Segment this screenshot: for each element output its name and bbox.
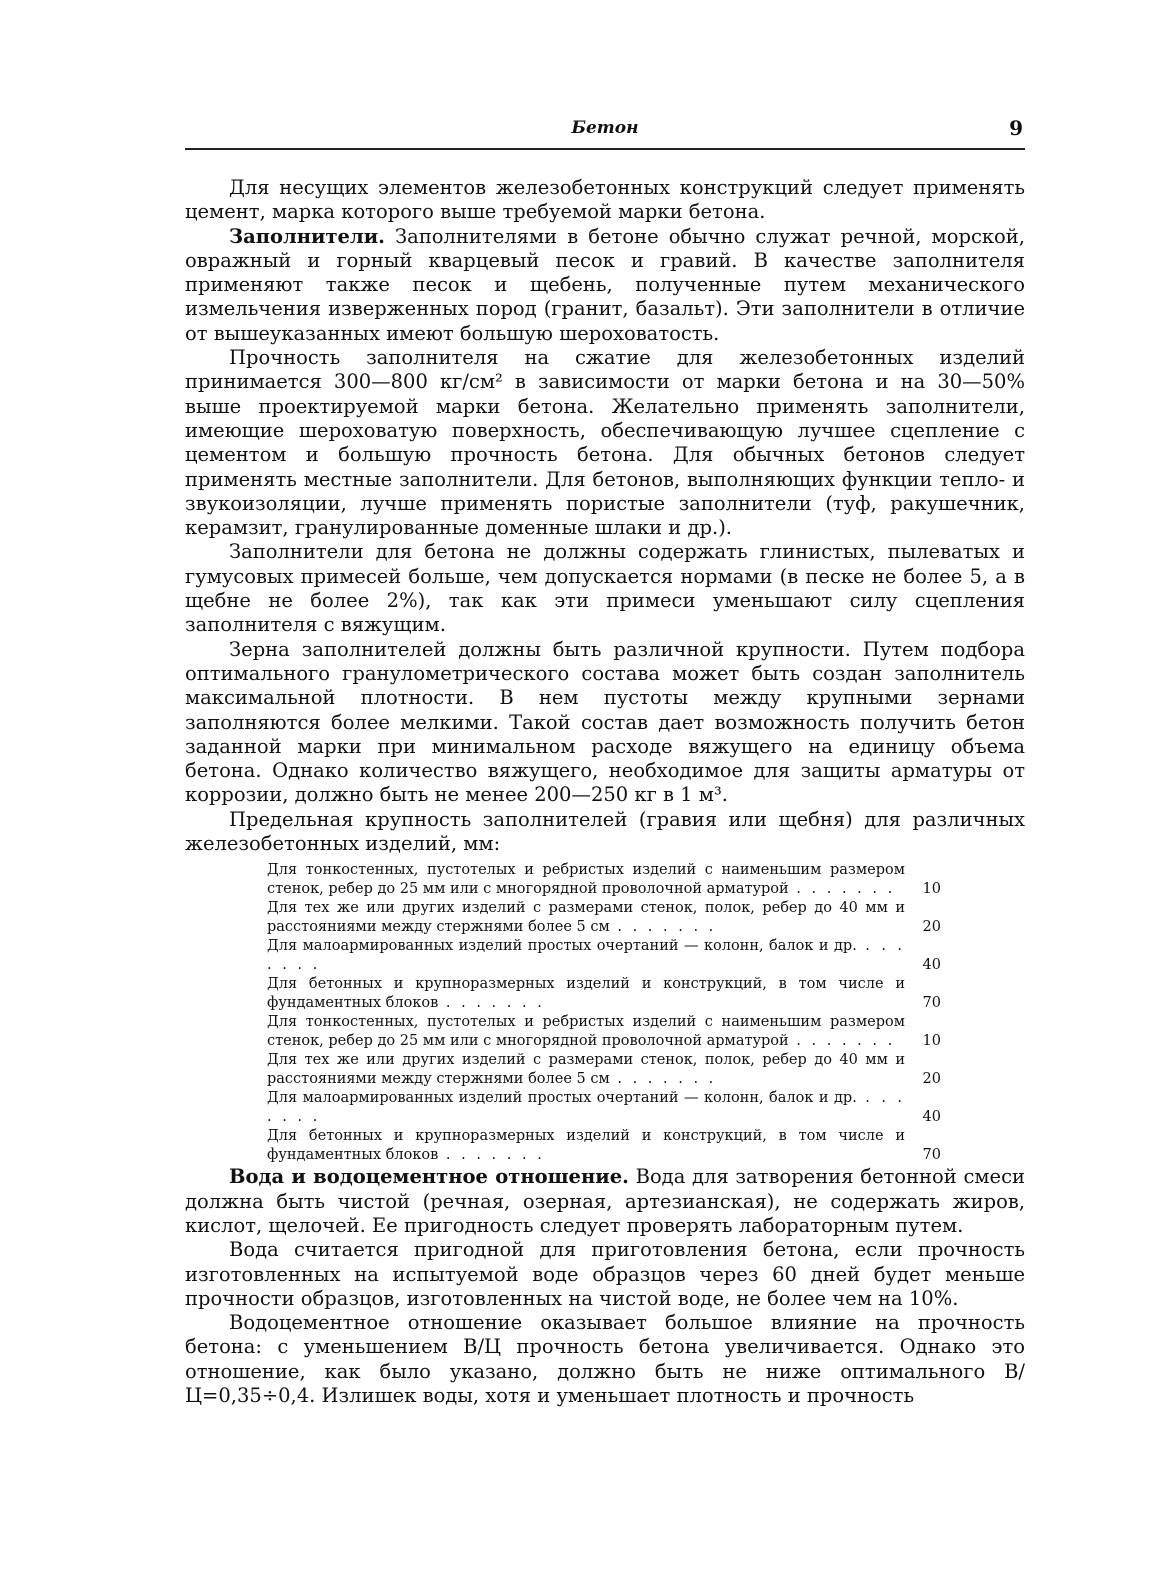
table-cell-description: Для тех же или других изделий с размерами стенок, полок, ребер до 40 мм и расстояниями между стержнями более 5 см . . . . . . . — [267, 1052, 905, 1088]
paragraph-text: Вода для затворения бетонной смеси должна быть чистой (речная, озерная, артезианская), не содержать жиров, кислот, щелочей. Ее пригодность следует проверять лабораторным путем. — [185, 1165, 1026, 1237]
table-cell-max-size: 10 — [922, 1033, 941, 1050]
body-text — [185, 176, 1025, 1408]
leader-dots: . . . . . . . — [438, 995, 545, 1012]
table-row — [267, 1051, 943, 1089]
paragraph — [185, 1165, 1025, 1238]
table-cell-max-size: 20 — [922, 1071, 941, 1088]
aggregate-size-table — [267, 861, 943, 1165]
table-cell-max-size: 70 — [922, 1147, 941, 1164]
table-row — [267, 937, 943, 975]
table-row — [267, 1127, 943, 1165]
table-cell-max-size: 40 — [922, 1109, 941, 1126]
leader-dots: . . . . . . . — [267, 938, 906, 974]
table-cell-description: Для тонкостенных, пустотелых и ребристых изделий с наименьшим размером стенок, ребер до 25 мм или с многорядной проволочной арматурой . . . . . . . — [267, 1014, 905, 1050]
paragraph — [185, 225, 1025, 346]
table-cell-description: Для бетонных и крупноразмерных изделий и конструкций, в том числе и фундаментных блоков . . . . . . . — [267, 976, 905, 1012]
paragraph: Для несущих элементов железобетонных конструкций следует применять цемент, марка которого выше требуемой марки бетона. — [185, 176, 1025, 224]
paragraph: Предельная крупность заполнителей (гравия или щебня) для различных железобетонных изделий, мм: — [185, 807, 1025, 856]
page — [185, 112, 1025, 1408]
table-cell-description: Для тех же или других изделий с размерами стенок, полок, ребер до 40 мм и расстояниями между стержнями более 5 см . . . . . . . — [267, 900, 905, 936]
table-cell-description: Для малоармированных изделий простых очертаний — колонн, балок и др. . . . . . . . — [267, 938, 906, 974]
table-cell-max-size: 70 — [922, 995, 941, 1012]
table-cell-description: Для малоармированных изделий простых очертаний — колонн, балок и др. . . . . . . . — [267, 1090, 906, 1126]
running-header — [185, 112, 1025, 150]
table-cell-max-size: 10 — [922, 881, 941, 898]
page-number: 9 — [1009, 116, 1023, 140]
leader-dots: . . . . . . . — [788, 881, 896, 898]
leader-dots: . . . . . . . — [609, 919, 717, 936]
section-heading: Заполнители. — [229, 224, 385, 248]
paragraph: Заполнители для бетона не должны содержать глинистых, пылеватых и гумусовых примесей больше, чем допускается нормами (в песке не более 5, а в щебне не более 2%), так как эти примеси уменьшают силу сцепления заполнителя с вяжущим. — [185, 540, 1025, 637]
leader-dots: . . . . . . . — [609, 1071, 717, 1088]
table-row — [267, 1089, 943, 1127]
paragraph-text: Заполнителями в бетоне обычно служат речной, морской, овражный и горный кварцевый песок и гравий. В качестве заполнителя применяют также песок и щебень, полученные путем механического измельчения изверженных пород (гранит, базальт). Эти заполнители в отличие от вышеуказанных имеют большую шероховатость. — [185, 224, 1025, 345]
section-heading: Вода и водоцементное отношение. — [229, 1165, 629, 1189]
paragraph: Вода считается пригодной для приготовления бетона, если прочность изготовленных на испытуемой воде образцов через 60 дней будет меньше прочности образцов, изготовленных на чистой воде, не более чем на 10%. — [185, 1238, 1025, 1310]
table-row — [267, 975, 943, 1013]
table-row — [267, 1013, 943, 1051]
paragraph: Зерна заполнителей должны быть различной крупности. Путем подбора оптимального гранулометрического состава может быть создан заполнитель максимальной плотности. В нем пустоты между крупными зернами заполняются более мелкими. Такой состав дает возможность получить бетон заданной марки при минимальном расходе вяжущего на единицу объема бетона. Однако количество вяжущего, необходимое для защиты арматуры от коррозии, должно быть не менее 200—250 кг в 1 м³. — [185, 637, 1025, 807]
paragraph: Водоцементное отношение оказывает большое влияние на прочность бетона: с уменьшением В/Ц прочность бетона увеличивается. Однако это отношение, как было указано, должно быть не ниже оптимального В/Ц=0,35÷0,4. Излишек воды, хотя и уменьшает плотность и прочность — [185, 1311, 1025, 1407]
table-cell-max-size: 20 — [922, 919, 941, 936]
table-cell-description: Для тонкостенных, пустотелых и ребристых изделий с наименьшим размером стенок, ребер до 25 мм или с многорядной проволочной арматурой . . . . . . . — [267, 862, 905, 898]
running-title: Бетон — [571, 118, 639, 138]
table-cell-description: Для бетонных и крупноразмерных изделий и конструкций, в том числе и фундаментных блоков . . . . . . . — [267, 1128, 905, 1164]
table-row — [267, 861, 943, 899]
leader-dots: . . . . . . . — [438, 1147, 545, 1164]
leader-dots: . . . . . . . — [267, 1090, 906, 1126]
leader-dots: . . . . . . . — [788, 1033, 896, 1050]
table-cell-max-size: 40 — [922, 957, 941, 974]
paragraph: Прочность заполнителя на сжатие для железобетонных изделий принимается 300—800 кг/см² в зависимости от марки бетона и на 30—50% выше проектируемой марки бетона. Желательно применять заполнители, имеющие шероховатую поверхность, обеспечивающую лучшее сцепление с цементом и большую прочность бетона. Для обычных бетонов следует применять местные заполнители. Для бетонов, выполняющих функции тепло- и звукоизоляции, лучше применять пористые заполнители (туф, ракушечник, керамзит, гранулированные доменные шлаки и др.). — [185, 346, 1025, 540]
table-row — [267, 899, 943, 937]
